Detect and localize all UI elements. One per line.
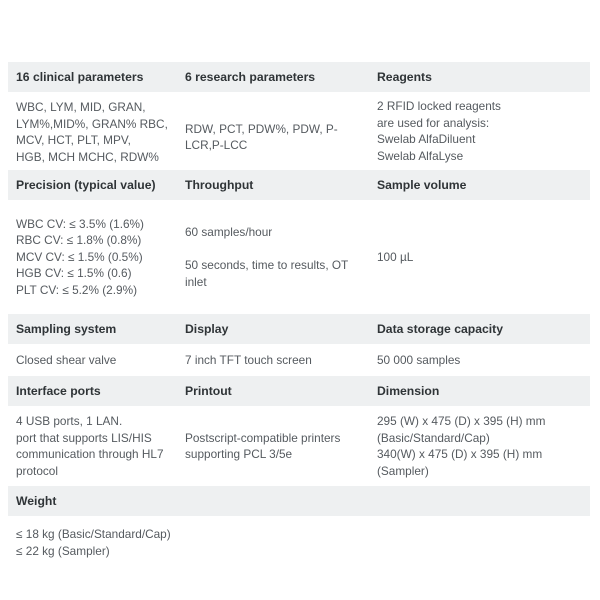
header-sample-volume: Sample volume xyxy=(377,178,467,192)
header-row-interface-printout-dimension xyxy=(8,376,590,406)
header-printout: Printout xyxy=(185,384,232,398)
display-value: 7 inch TFT touch screen xyxy=(185,352,312,367)
header-sampling-system: Sampling system xyxy=(16,322,117,336)
header-display: Display xyxy=(185,322,229,336)
weight-value: ≤ 18 kg (Basic/Standard/Cap) ≤ 22 kg (Sampler) xyxy=(16,527,171,558)
printout-value: Postscript-compatible printers supporting PCL 3/5e xyxy=(185,430,341,461)
data-storage-capacity-value: 50 000 samples xyxy=(377,352,461,367)
header-clinical-parameters: 16 clinical parameters xyxy=(16,70,144,84)
precision-value: WBC CV: ≤ 3.5% (1.6%) RBC CV: ≤ 1.8% (0.8%) MCV CV: ≤ 1.5% (0.5%) HGB CV: ≤ 1.5% (0.6) PLT CV: ≤ 5.2% (2.9%) xyxy=(16,216,144,297)
interface-ports-value: 4 USB ports, 1 LAN. port that supports LIS/HIS communication through HL7 protocol xyxy=(16,414,164,478)
sample-volume-value: 100 µL xyxy=(377,249,414,264)
value-row-precision-throughput-volume xyxy=(8,200,590,314)
specifications-table xyxy=(8,62,590,574)
research-parameters-value: RDW, PCT, PDW%, PDW, P- LCR,P-LCC xyxy=(185,121,338,152)
header-row-clinical-research-reagents xyxy=(8,62,590,92)
value-row-interface-printout-dimension xyxy=(8,406,590,486)
header-data-storage-capacity: Data storage capacity xyxy=(377,322,503,336)
header-throughput: Throughput xyxy=(185,178,254,192)
header-reagents: Reagents xyxy=(377,70,432,84)
header-precision: Precision (typical value) xyxy=(16,178,156,192)
value-row-clinical-research-reagents xyxy=(8,92,590,170)
value-row-weight xyxy=(8,516,590,574)
clinical-parameters-value: WBC, LYM, MID, GRAN, LYM%,MID%, GRAN% RBC, MCV, HCT, PLT, MPV, HGB, MCH MCHC, RDW% xyxy=(16,100,168,164)
header-dimension: Dimension xyxy=(377,384,440,398)
header-row-sampling-display-storage xyxy=(8,314,590,344)
header-row-precision-throughput-volume xyxy=(8,170,590,200)
header-row-weight xyxy=(8,486,590,516)
value-row-sampling-display-storage xyxy=(8,344,590,376)
reagents-value: 2 RFID locked reagents are used for analysis: Swelab AlfaDiluent Swelab AlfaLyse xyxy=(377,99,501,163)
header-weight: Weight xyxy=(16,494,57,508)
throughput-samples-per-hour: 60 samples/hour xyxy=(185,224,273,239)
sampling-system-value: Closed shear valve xyxy=(16,352,117,367)
header-interface-ports: Interface ports xyxy=(16,384,101,398)
throughput-values xyxy=(176,200,370,314)
header-research-parameters: 6 research parameters xyxy=(185,70,316,84)
dimension-value: 295 (W) x 475 (D) x 395 (H) mm (Basic/Standard/Cap) 340(W) x 475 (D) x 395 (H) mm (Sampler) xyxy=(377,414,546,478)
throughput-time-to-results: 50 seconds, time to results, OT inlet xyxy=(185,258,349,289)
